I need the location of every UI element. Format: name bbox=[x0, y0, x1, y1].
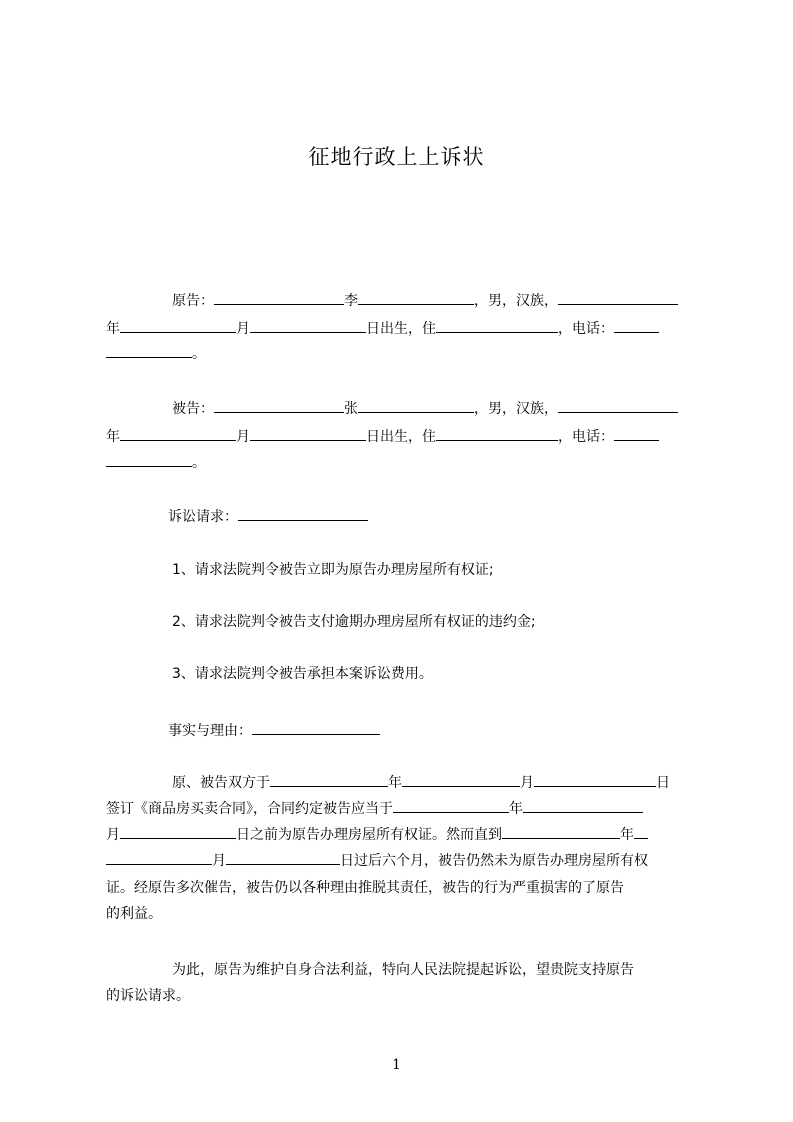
blank bbox=[106, 345, 192, 358]
birth-residence-label: 日出生，住 bbox=[366, 429, 436, 445]
blank bbox=[250, 320, 366, 333]
claim-item: 2、请求法院判令被告支付逾期办理房屋所有权证的违约金; bbox=[172, 614, 536, 630]
birth-residence-label: 日出生，住 bbox=[366, 321, 436, 337]
page-number: 1 bbox=[392, 1057, 401, 1073]
plaintiff-line-1 bbox=[172, 292, 678, 308]
blank bbox=[614, 428, 659, 441]
blank bbox=[358, 292, 474, 305]
defendant-line-3 bbox=[106, 454, 206, 470]
month-label: 月 bbox=[236, 321, 250, 337]
defendant-line-2 bbox=[106, 428, 659, 444]
facts-line-6: 的利益。 bbox=[106, 906, 162, 922]
text: 日之前为原告办理房屋所有权证。然而直到 bbox=[236, 827, 502, 843]
period: 。 bbox=[192, 455, 206, 471]
blank bbox=[120, 826, 236, 839]
blank bbox=[106, 852, 212, 865]
plaintiff-name: 李 bbox=[344, 293, 358, 309]
plaintiff-gender-ethnicity: ，男，汉族， bbox=[474, 293, 558, 309]
phone-label: ，电话： bbox=[558, 429, 614, 445]
blank bbox=[558, 292, 678, 305]
text: 年 bbox=[509, 801, 523, 817]
text: 日过后六个月，被告仍然未为原告办理房屋所有权 bbox=[340, 853, 648, 869]
year-label: 年 bbox=[106, 321, 120, 337]
facts-line-4 bbox=[106, 852, 648, 868]
blank bbox=[558, 400, 678, 413]
facts-line-2 bbox=[106, 800, 643, 816]
defendant-label: 被告： bbox=[172, 401, 214, 417]
blank bbox=[436, 428, 558, 441]
defendant-line-1 bbox=[172, 400, 678, 416]
blank bbox=[436, 320, 558, 333]
text: 月 bbox=[212, 853, 226, 869]
defendant-gender-ethnicity: ，男，汉族， bbox=[474, 401, 558, 417]
blank bbox=[634, 826, 648, 839]
claims-heading-label: 诉讼请求： bbox=[168, 509, 238, 525]
period: 。 bbox=[192, 346, 206, 362]
claim-item: 1、请求法院判令被告立即为原告办理房屋所有权证; bbox=[172, 562, 494, 578]
document-title: 征地行政上上诉状 bbox=[308, 145, 485, 169]
blank bbox=[614, 320, 659, 333]
blank bbox=[523, 800, 643, 813]
plaintiff-line-2 bbox=[106, 320, 659, 336]
text: 签订《商品房买卖合同》，合同约定被告应当于 bbox=[106, 801, 393, 817]
text: 日 bbox=[656, 775, 670, 791]
defendant-name: 张 bbox=[344, 401, 358, 417]
blank bbox=[502, 826, 620, 839]
blank bbox=[214, 292, 344, 305]
text: 月 bbox=[106, 827, 120, 843]
phone-label: ，电话： bbox=[558, 321, 614, 337]
text: 年 bbox=[620, 827, 634, 843]
blank bbox=[120, 320, 236, 333]
blank bbox=[402, 774, 520, 787]
text: 月 bbox=[520, 775, 534, 791]
blank bbox=[214, 400, 344, 413]
text: 年 bbox=[388, 775, 402, 791]
month-label: 月 bbox=[236, 429, 250, 445]
plaintiff-line-3 bbox=[106, 345, 206, 361]
blank bbox=[120, 428, 236, 441]
blank bbox=[358, 400, 474, 413]
plaintiff-label: 原告： bbox=[172, 293, 214, 309]
facts-line-5: 证。经原告多次催告，被告仍以各种理由推脱其责任，被告的行为严重损害的了原告 bbox=[106, 880, 624, 896]
claim-item: 3、请求法院判令被告承担本案诉讼费用。 bbox=[172, 666, 433, 682]
blank bbox=[534, 774, 656, 787]
year-label: 年 bbox=[106, 429, 120, 445]
blank bbox=[238, 508, 368, 521]
facts-line-3 bbox=[106, 826, 648, 842]
blank bbox=[226, 852, 340, 865]
blank bbox=[270, 774, 388, 787]
blank bbox=[250, 428, 366, 441]
facts-p2-line-2: 的诉讼请求。 bbox=[106, 988, 190, 1004]
facts-line-1 bbox=[172, 774, 670, 790]
text: 原、被告双方于 bbox=[172, 775, 270, 791]
claims-heading bbox=[168, 508, 368, 524]
facts-heading bbox=[168, 722, 380, 738]
blank bbox=[252, 722, 380, 735]
facts-heading-label: 事实与理由： bbox=[168, 723, 252, 739]
facts-p2-line-1: 为此，原告为维护自身合法利益，特向人民法院提起诉讼，望贵院支持原告 bbox=[172, 962, 634, 978]
blank bbox=[106, 454, 192, 467]
blank bbox=[393, 800, 509, 813]
